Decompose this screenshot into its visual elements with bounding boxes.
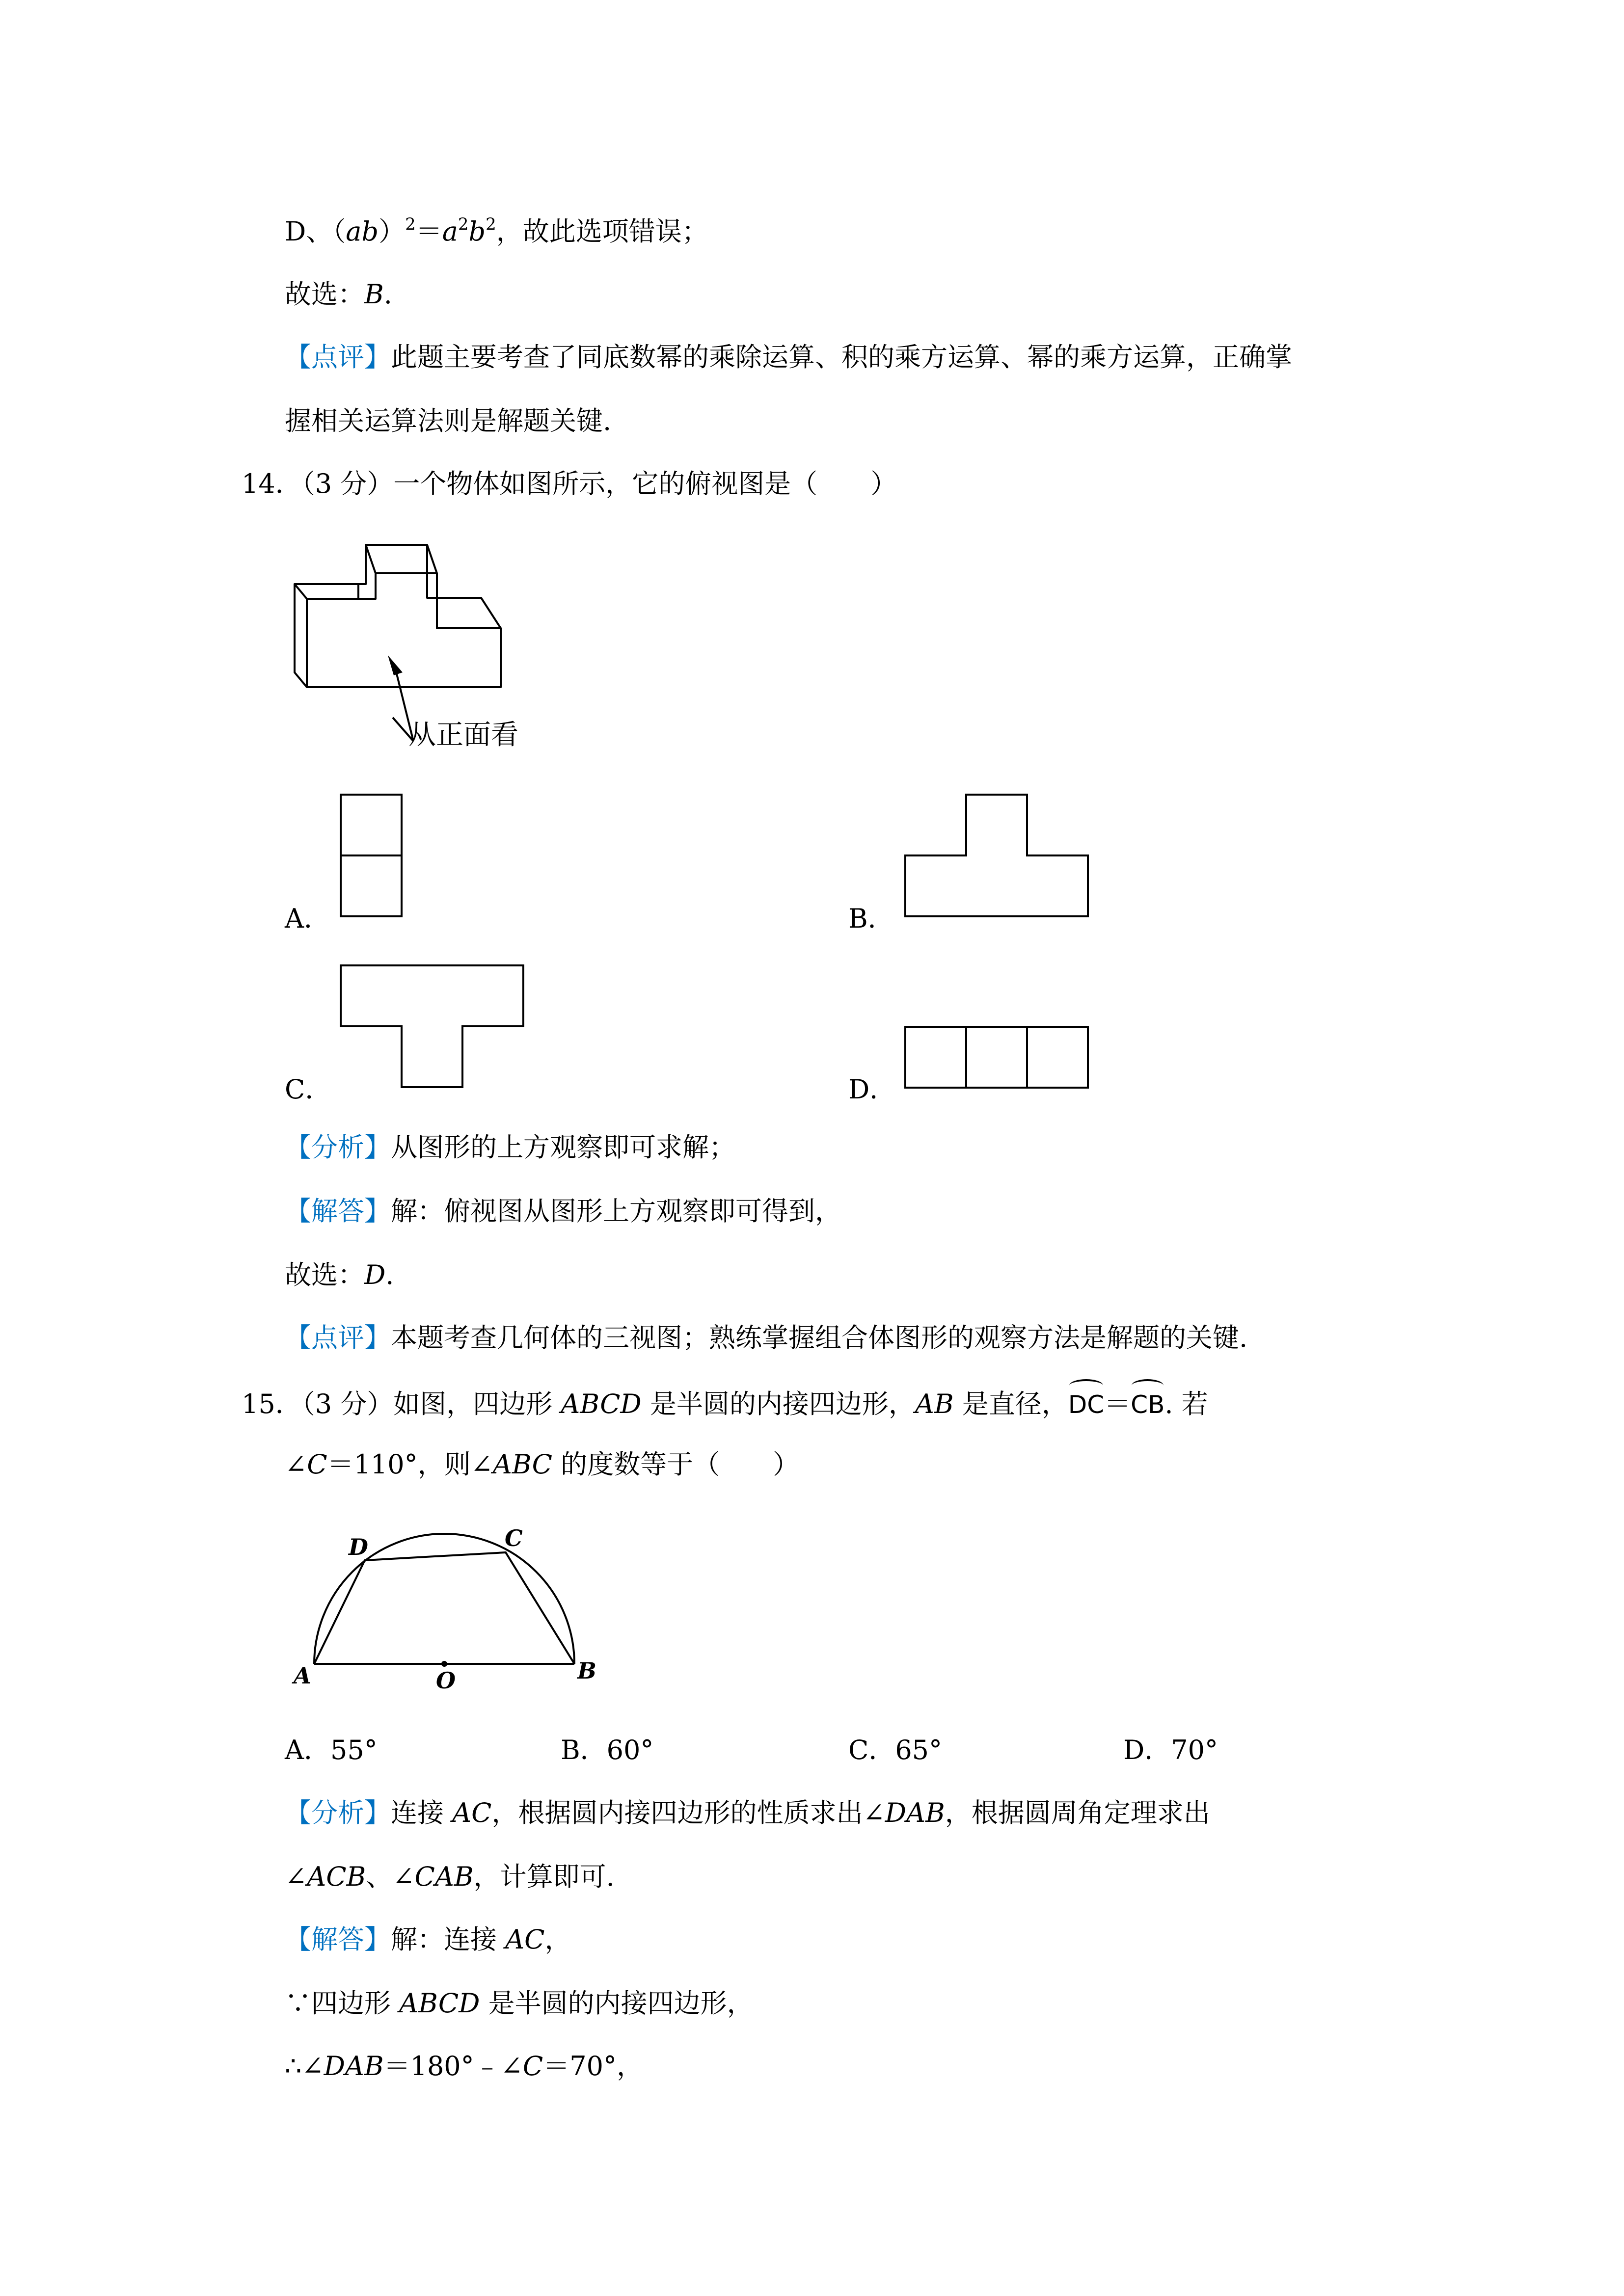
arc-dc: DC — [1068, 1384, 1104, 1422]
q14-analysis: 【分析】从图形的上方观察即可求解； — [285, 1132, 735, 1163]
q15-option-a[interactable]: A．55° — [285, 1735, 378, 1765]
q15-option-b[interactable]: B．60° — [561, 1735, 654, 1765]
q14-option-d-figure — [903, 1025, 1095, 1092]
q15-solution: 【解答】解：连接 AC， — [285, 1924, 571, 1955]
q14-comment: 【点评】本题考查几何体的三视图；熟练掌握组合体图形的观察方法是解题的关键. — [285, 1322, 1248, 1353]
q15-semicircle-figure — [285, 1517, 609, 1703]
label-c: C — [505, 1525, 523, 1551]
q14-figure-caption: 从正面看 — [408, 719, 518, 751]
q15-stem: 15．（3 分）如图，四边形 ABCD 是半圆的内接四边形，AB 是直径，DC＝CB. 若 — [242, 1384, 1208, 1422]
q15-analysis-line2: ∠ACB、∠CAB，计算即可. — [285, 1861, 615, 1892]
q14-option-b[interactable]: B． — [848, 903, 894, 934]
center-point — [441, 1661, 447, 1667]
label-d: D — [349, 1534, 368, 1560]
prev-comment: 【点评】此题主要考查了同底数幂的乘除运算、积的乘方运算、幂的乘方运算，正确掌 — [285, 342, 1292, 373]
prev-option-d: D、$(ab)^2=a^2b^2$，故此选项错误； — [285, 214, 708, 247]
arc-cb: CB — [1131, 1384, 1164, 1422]
q14-option-d[interactable]: D． — [848, 1074, 896, 1105]
q14-answer: 故选：D. — [285, 1259, 394, 1290]
q14-stem: 14．（3 分）一个物体如图所示，它的俯视图是（ ） — [242, 468, 897, 499]
prev-answer: 故选：B. — [285, 279, 392, 310]
comment-tag: 【点评】 — [285, 342, 391, 373]
label-b: B — [577, 1657, 596, 1684]
quadrilateral-abcd — [314, 1552, 574, 1664]
prev-comment-line2: 握相关运算法则是解题关键. — [285, 405, 612, 436]
q15-therefore: ∴∠DAB＝180°﹣∠C＝70°， — [285, 2051, 643, 2082]
q15-stem-line2: ∠C＝110°，则∠ABC 的度数等于（ ） — [285, 1449, 800, 1480]
label-a: A — [294, 1662, 311, 1689]
q15-option-c[interactable]: C．65° — [848, 1735, 943, 1765]
q15-option-d[interactable]: D．70° — [1123, 1735, 1218, 1765]
q14-option-a-figure — [339, 793, 407, 920]
q14-option-c[interactable]: C． — [285, 1074, 332, 1105]
q14-option-b-figure — [903, 793, 1095, 920]
label-o: O — [436, 1667, 456, 1694]
q14-option-c-figure — [339, 963, 530, 1091]
q14-option-a[interactable]: A． — [285, 903, 330, 934]
q15-because: ∵四边形 ABCD 是半圆的内接四边形， — [285, 1988, 754, 2019]
q15-analysis: 【分析】连接 AC，根据圆内接四边形的性质求出∠DAB，根据圆周角定理求出 — [285, 1797, 1210, 1828]
q14-solution: 【解答】解：俯视图从图形上方观察即可得到， — [285, 1196, 841, 1227]
